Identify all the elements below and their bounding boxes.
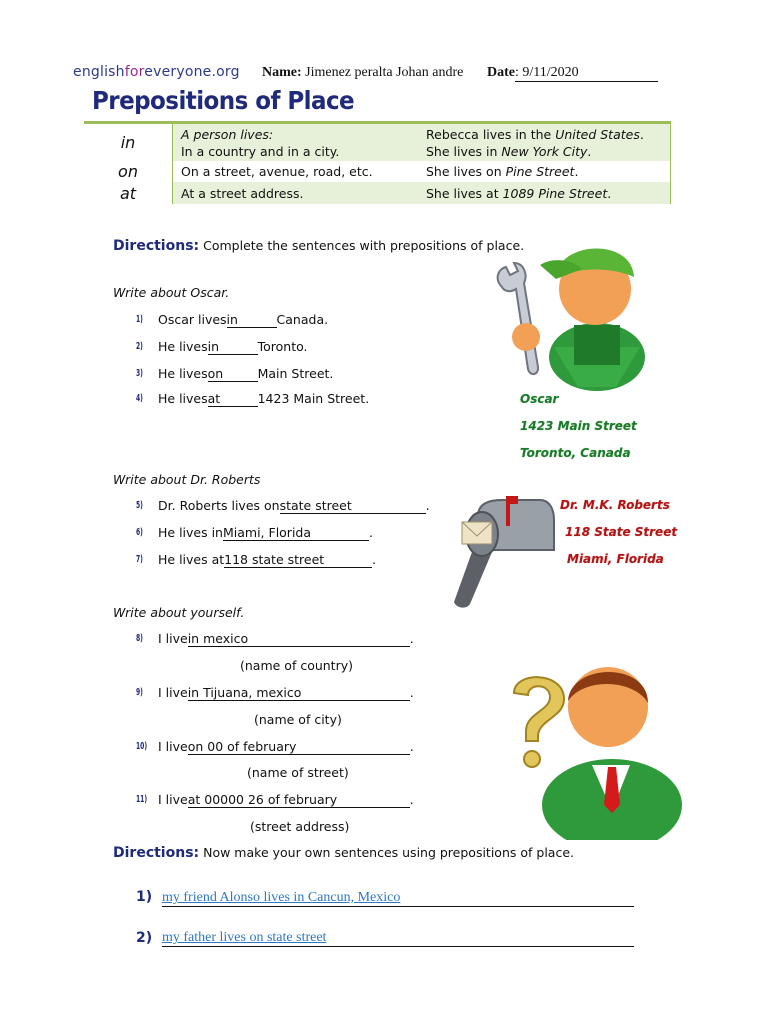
example-cell: She lives on Pine Street. <box>426 164 579 179</box>
preposition-word: at <box>84 182 173 204</box>
rule-cell: A person lives: In a country and in a city. <box>173 124 419 161</box>
answer-blank[interactable]: on <box>208 367 258 382</box>
roberts-heading: Write about Dr. Roberts <box>113 472 261 487</box>
roberts-sentence-5: Dr. Roberts lives onstate street . <box>158 498 430 513</box>
hint-text: (name of street) <box>247 765 349 780</box>
yourself-sentence-9: I livein Tijuana, mexico . <box>158 685 414 700</box>
answer-blank[interactable]: Miami, Florida <box>223 526 369 541</box>
oscar-sentence-2: He livesin Toronto. <box>158 339 308 354</box>
preposition-word: on <box>84 161 173 182</box>
item-number: 7) <box>136 554 143 565</box>
date-value: : 9/11/2020 <box>515 65 658 82</box>
yourself-sentence-11: I liveat 00000 26 of february . <box>158 792 414 807</box>
own-sentence-line[interactable]: my friend Alonso lives in Cancun, Mexico <box>162 890 634 907</box>
item-number: 11) <box>136 794 148 805</box>
yourself-sentence-8: I livein mexico . <box>158 631 414 646</box>
name-value: Jimenez peralta Johan andre <box>305 65 464 80</box>
yourself-sentence-10: I liveon 00 of february . <box>158 739 414 754</box>
own-sentence-number: 1) <box>136 889 153 905</box>
hint-text: (street address) <box>250 819 350 834</box>
worker-icon <box>492 217 652 392</box>
directions-1: Directions: Complete the sentences with prepositions of place. <box>113 238 525 254</box>
mailbox-icon <box>432 492 560 612</box>
roberts-address-line: 118 State Street <box>565 525 678 539</box>
oscar-address-line: Toronto, Canada <box>520 446 631 460</box>
oscar-address-line: Oscar <box>520 392 559 406</box>
roberts-sentence-6: He lives inMiami, Florida . <box>158 525 373 540</box>
question-person-icon <box>484 655 694 840</box>
answer-blank[interactable]: in <box>227 313 277 328</box>
own-sentence-line[interactable]: my father lives on state street <box>162 930 634 947</box>
item-number: 4) <box>136 393 143 404</box>
own-sentence-number: 2) <box>136 930 153 946</box>
item-number: 5) <box>136 500 143 511</box>
answer-blank[interactable]: on 00 of february <box>188 740 410 755</box>
answer-blank[interactable]: in mexico <box>188 632 410 647</box>
oscar-sentence-4: He livesat 1423 Main Street. <box>158 391 370 406</box>
table-row <box>84 182 671 204</box>
date-field: Date: 9/11/2020 <box>487 65 658 82</box>
item-number: 8) <box>136 633 143 644</box>
table-row <box>84 124 671 161</box>
table-right-border <box>670 124 671 204</box>
answer-blank[interactable]: at 00000 26 of february <box>188 793 410 808</box>
site-logo-text: englishforeveryone.org <box>73 64 240 80</box>
prepositions-table <box>84 124 671 204</box>
item-number: 3) <box>136 368 143 379</box>
yourself-heading: Write about yourself. <box>113 605 245 620</box>
roberts-address-line: Miami, Florida <box>567 552 664 566</box>
page-title: Prepositions of Place <box>92 86 355 115</box>
rule-cell: At a street address. <box>173 182 419 204</box>
answer-blank[interactable]: in Tijuana, mexico <box>188 686 410 701</box>
item-number: 10) <box>136 741 148 752</box>
example-cell: She lives at 1089 Pine Street. <box>418 182 671 204</box>
oscar-sentence-1: Oscar livesin Canada. <box>158 312 329 327</box>
hint-text: (name of city) <box>254 712 342 727</box>
hint-text: (name of country) <box>240 658 354 673</box>
answer-blank[interactable]: at <box>208 392 258 407</box>
name-field: Name: Jimenez peralta Johan andre <box>262 65 464 80</box>
table-row <box>84 161 671 182</box>
rule-cell: On a street, avenue, road, etc. <box>181 164 373 179</box>
item-number: 2) <box>136 341 143 352</box>
roberts-address-line: Dr. M.K. Roberts <box>560 498 670 512</box>
answer-blank[interactable]: 118 state street <box>224 553 372 568</box>
directions-2: Directions: Now make your own sentences using prepositions of place. <box>113 845 574 861</box>
oscar-heading: Write about Oscar. <box>113 285 230 300</box>
oscar-sentence-3: He liveson Main Street. <box>158 366 334 381</box>
answer-blank[interactable]: state street <box>280 499 426 514</box>
preposition-word: in <box>84 124 173 161</box>
answer-blank[interactable]: in <box>208 340 258 355</box>
roberts-sentence-7: He lives at118 state street . <box>158 552 377 567</box>
item-number: 1) <box>136 314 143 325</box>
oscar-address-line: 1423 Main Street <box>520 419 637 433</box>
example-cell: Rebecca lives in the United States. She lives in New York City. <box>418 124 671 161</box>
item-number: 6) <box>136 527 143 538</box>
item-number: 9) <box>136 687 143 698</box>
